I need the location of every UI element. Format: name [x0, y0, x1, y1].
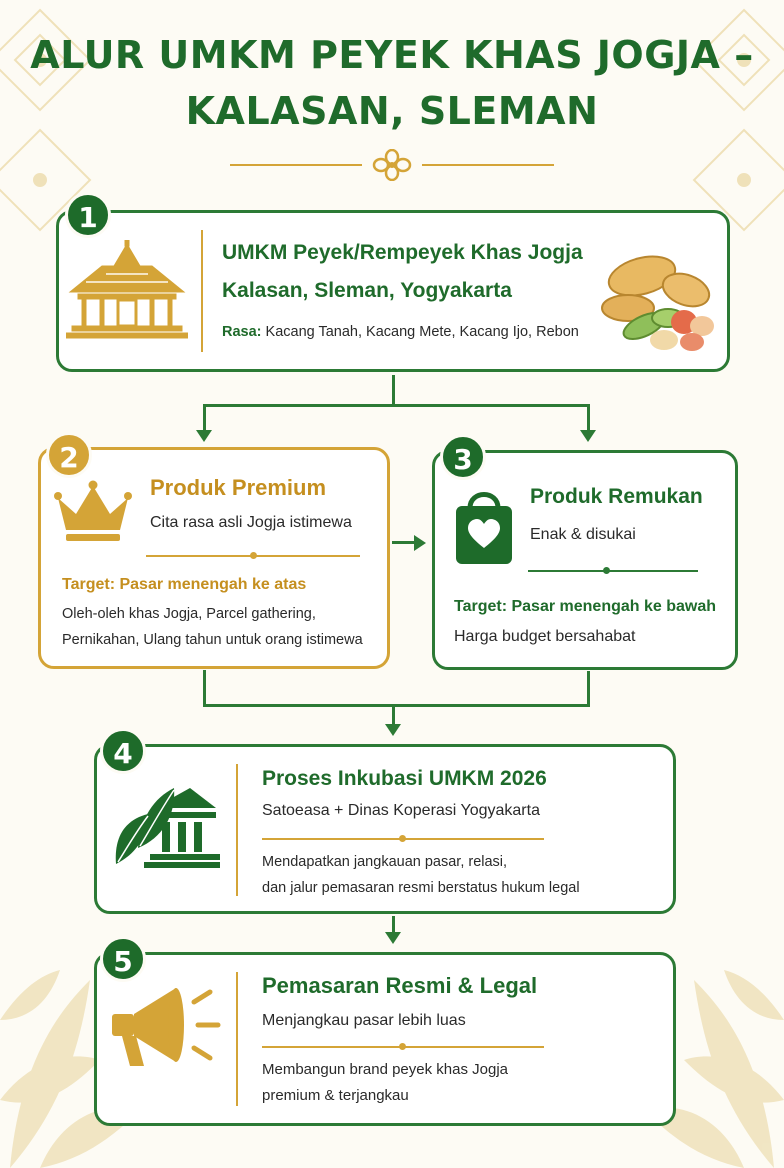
step-1-flavors — [222, 322, 579, 342]
arrow-to-step-4-icon — [385, 724, 401, 736]
step-3-badge: 3 — [440, 434, 486, 480]
arrow-to-step-2-icon — [196, 430, 212, 442]
megaphone-icon — [110, 980, 222, 1072]
step-4-separator-dot — [399, 835, 406, 842]
step-4-badge: 4 — [100, 728, 146, 774]
leaf-institution-icon — [104, 774, 220, 870]
step-1-badge: 1 — [65, 192, 111, 238]
step-2-desc-1: Oleh-oleh khas Jogja, Parcel gathering, — [62, 606, 316, 622]
step-2-badge: 2 — [46, 432, 92, 478]
step-3-heading: Produk Remukan — [530, 485, 703, 508]
step-1-heading-2: Kalasan, Sleman, Yogyakarta — [222, 279, 512, 302]
connector-to-3 — [587, 404, 590, 430]
step-3-separator-dot — [603, 567, 610, 574]
connector-1-stem — [392, 375, 395, 405]
step-5-badge: 5 — [100, 936, 146, 982]
flower-ornament-icon — [372, 149, 412, 181]
connector-to-2 — [203, 404, 206, 430]
crown-icon — [54, 480, 132, 546]
step-1-flavor-label: Rasa: — [222, 324, 262, 340]
step-2-heading: Produk Premium — [150, 475, 327, 500]
step-4-desc-2: dan jalur pemasaran resmi berstatus hukum legal — [262, 880, 580, 896]
arrow-to-step-3-right-icon — [414, 535, 426, 551]
connector-2-down — [203, 670, 206, 706]
step-1-heading-1: UMKM Peyek/Rempeyek Khas Jogja — [222, 241, 583, 264]
step-5-heading: Pemasaran Resmi & Legal — [262, 973, 538, 998]
step-2-desc-2: Pernikahan, Ulang tahun untuk orang istimewa — [62, 632, 363, 648]
shopping-bag-heart-icon — [452, 482, 516, 568]
arrow-to-step-5-icon — [385, 932, 401, 944]
page-title-line-2: KALASAN, SLEMAN — [185, 89, 599, 133]
step-4-subtitle: Satoeasa + Dinas Koperasi Yogyakarta — [262, 802, 540, 819]
step-2-separator-dot — [250, 552, 257, 559]
step-3-target: Target: Pasar menengah ke bawah — [454, 598, 717, 615]
step-1-divider — [201, 230, 203, 352]
page-title-line-1: ALUR UMKM PEYEK KHAS JOGJA – — [30, 33, 754, 77]
step-5-subtitle: Menjangkau pasar lebih luas — [262, 1012, 466, 1029]
connector-3-down — [587, 671, 590, 706]
joglo-house-icon — [66, 240, 188, 340]
arrow-to-step-3-icon — [580, 430, 596, 442]
step-3-subtitle: Enak & disukai — [530, 526, 636, 543]
connector-1-branch — [203, 404, 590, 407]
step-5-divider — [236, 972, 238, 1106]
step-1-flavor-text: Kacang Tanah, Kacang Mete, Kacang Ijo, Rebon — [265, 324, 579, 340]
connector-2-to-3 — [392, 541, 416, 544]
step-2-subtitle: Cita rasa asli Jogja istimewa — [150, 514, 352, 531]
step-5-desc-1: Membangun brand peyek khas Jogja — [262, 1061, 508, 1078]
title-divider-left — [230, 164, 362, 166]
title-divider-right — [422, 164, 554, 166]
step-5-desc-2: premium & terjangkau — [262, 1087, 409, 1104]
step-3-separator — [528, 570, 698, 572]
step-4-heading: Proses Inkubasi UMKM 2026 — [262, 767, 547, 790]
step-5-separator-dot — [399, 1043, 406, 1050]
step-2-target: Target: Pasar menengah ke atas — [62, 576, 307, 593]
connector-to-4 — [392, 704, 395, 724]
step-4-divider — [236, 764, 238, 896]
peanuts-beans-icon — [598, 244, 720, 354]
connector-merge — [203, 704, 590, 707]
step-4-desc-1: Mendapatkan jangkauan pasar, relasi, — [262, 854, 508, 870]
step-3-desc: Harga budget bersahabat — [454, 628, 636, 645]
